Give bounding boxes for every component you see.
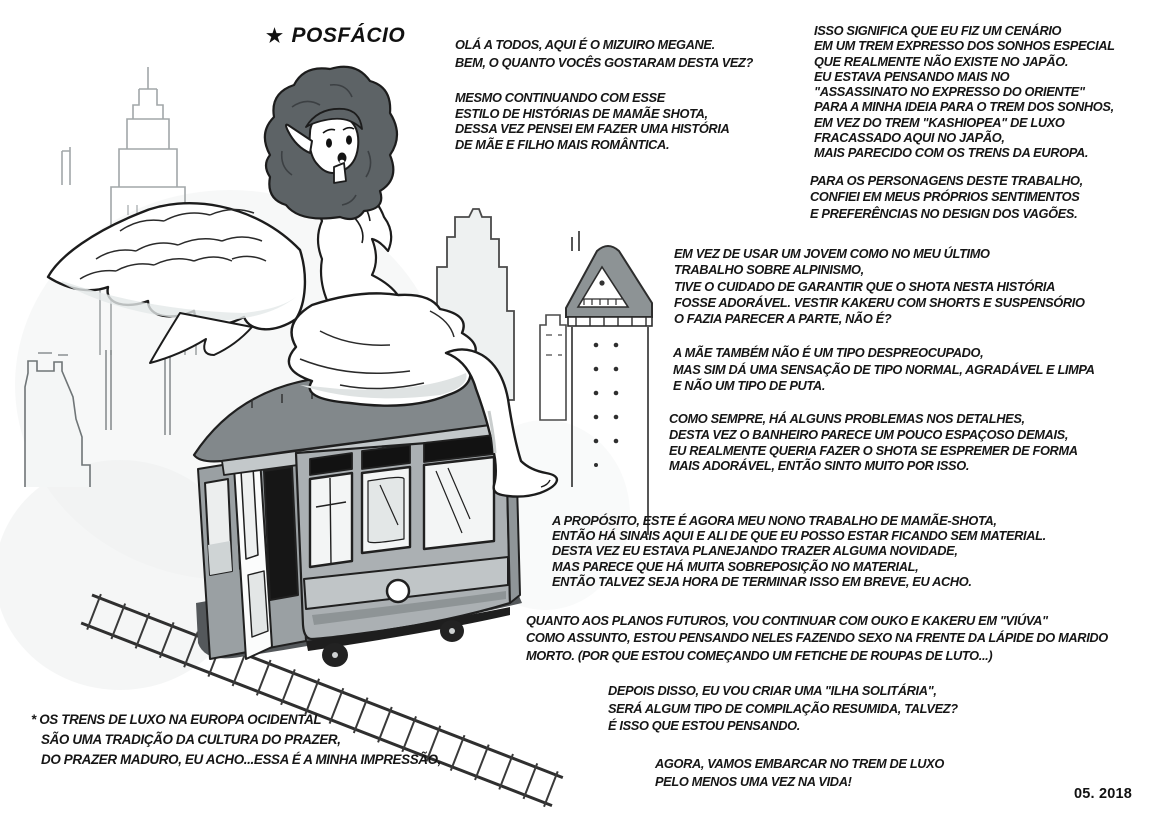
neck [334, 163, 346, 183]
vintage-tram [194, 369, 520, 667]
text-block-boarding-call [655, 755, 944, 790]
text-line: MAIS ADORÁVEL, ENTÃO SINTO MUITO POR ISSO. [669, 458, 970, 474]
text-line: AGORA, VAMOS EMBARCAR NO TREM DE LUXO [655, 756, 944, 771]
text-line: QUE REALMENTE NÃO EXISTE NO JAPÃO. [814, 53, 1069, 69]
text-line: DE MÃE E FILHO MAIS ROMÂNTICA. [455, 136, 670, 152]
text-block-footnote [31, 710, 442, 770]
text-line: EU REALMENTE QUERIA FAZER O SHOTA SE ESPREMER DE FORMA [669, 442, 1078, 458]
text-line: O FAZIA PARECER A PARTE, NÃO É? [674, 311, 892, 327]
face [310, 114, 359, 173]
text-line: DO PRAZER MADURO, EU ACHO...ESSA É A MINHA IMPRESSÃO, [41, 752, 442, 767]
text-block-wagon-design [810, 173, 1083, 222]
text-block-ninth-work [552, 513, 1046, 589]
text-line: * OS TRENS DE LUXO NA EUROPA OCIDENTAL [31, 712, 322, 727]
text-block-mother-type [673, 345, 1095, 395]
text-line: MORTO. (POR QUE ESTOU COMEÇANDO UM FETICHE DE ROUPAS DE LUTO...) [526, 647, 993, 663]
text-line: A MÃE TAMBÉM NÃO É UM TIPO DESPREOCUPADO, [673, 345, 984, 360]
text-block-story-style [455, 90, 729, 152]
text-line: DESSA VEZ PENSEI EM FAZER UMA HISTÓRIA [455, 121, 730, 137]
text-line: DESTA VEZ EU ESTAVA PLANEJANDO TRAZER ALGUMA NOVIDADE, [552, 543, 958, 559]
text-block-shota-outfit [674, 246, 1085, 327]
tram-doorway [264, 467, 298, 600]
text-block-future-plans [526, 612, 1108, 664]
text-line: DESTA VEZ O BANHEIRO PARECE UM POUCO ESPAÇOSO DEMAIS, [669, 426, 1069, 442]
text-line: PELO MENOS UMA VEZ NA VIDA! [655, 773, 852, 789]
text-line: "ASSASSINATO NO EXPRESSO DO ORIENTE" [814, 84, 1085, 100]
page-title [266, 24, 405, 48]
text-line: MESMO CONTINUANDO COM ESSE [455, 90, 665, 105]
text-line: ISSO SIGNIFICA QUE EU FIZ UM CENÁRIO [814, 23, 1062, 38]
text-line: SÃO UMA TRADIÇÃO DA CULTURA DO PRAZER, [41, 732, 341, 747]
text-line: EU ESTAVA PENSANDO MAIS NO [814, 68, 1010, 84]
text-line: A PROPÓSITO, ESTE É AGORA MEU NONO TRABALHO DE MAMÃE-SHOTA, [552, 513, 997, 528]
text-line: QUANTO AOS PLANOS FUTUROS, VOU CONTINUAR COM OUKO E KAKERU EM "VIÚVA" [526, 613, 1048, 628]
text-line: BEM, O QUANTO VOCÊS GOSTARAM DESTA VEZ? [455, 54, 753, 70]
text-line: ENTÃO HÁ SINAIS AQUI E ALI DE QUE EU POSSO ESTAR FICANDO SEM MATERIAL. [552, 528, 1046, 544]
text-line: É ISSO QUE ESTOU PENSANDO. [608, 718, 800, 734]
text-block-lonely-island [608, 682, 958, 735]
star-icon: ★ [266, 25, 284, 47]
text-line: COMO ASSUNTO, ESTOU PENSANDO NELES FAZENDO SEXO NA FRENTE DA LÁPIDE DO MARIDO [526, 630, 1108, 646]
date-stamp: 05. 2018 [1073, 786, 1132, 802]
text-line: FRACASSADO AQUI NO JAPÃO, [814, 130, 1005, 146]
text-line: TIVE O CUIDADO DE GARANTIR QUE O SHOTA NESTA HISTÓRIA [674, 278, 1056, 294]
text-line: PARA A MINHA IDEIA PARA O TREM DOS SONHOS, [814, 99, 1114, 115]
text-line: EM VEZ DO TREM "KASHIOPEA" DE LUXO [814, 114, 1065, 130]
text-block-greeting [455, 36, 753, 71]
text-line: PARA OS PERSONAGENS DESTE TRABALHO, [810, 173, 1083, 188]
text-block-dream-train-scenario [814, 23, 1115, 161]
text-line: OLÁ A TODOS, AQUI É O MIZUIRO MEGANE. [455, 37, 715, 52]
text-line: ESTILO DE HISTÓRIAS DE MAMÃE SHOTA, [455, 105, 708, 121]
tram-headlight [387, 580, 409, 602]
text-line: CONFIEI EM MEUS PRÓPRIOS SENTIMENTOS [810, 189, 1080, 205]
text-line: MAS SIM DÁ UMA SENSAÇÃO DE TIPO NORMAL, AGRADÁVEL E LIMPA [673, 361, 1095, 377]
afterword-illustration [0, 55, 665, 814]
text-line: EM UM TREM EXPRESSO DOS SONHOS ESPECIAL [814, 38, 1115, 54]
text-line: DEPOIS DISSO, EU VOU CRIAR UMA "ILHA SOLITÁRIA", [608, 683, 937, 698]
text-line: MAIS PARECIDO COM OS TRENS DA EUROPA. [814, 145, 1089, 161]
text-line: ENTÃO TALVEZ SEJA HORA DE TERMINAR ISSO EM BREVE, EU ACHO. [552, 573, 972, 589]
text-line: E NÃO UM TIPO DE PUTA. [673, 378, 826, 393]
text-line: EM VEZ DE USAR UM JOVEM COMO NO MEU ÚLTIMO [674, 246, 990, 261]
text-block-detail-problems [669, 411, 1078, 474]
text-line: MAS PARECE QUE HÁ MUITA SOBREPOSIÇÃO NO MATERIAL, [552, 558, 919, 574]
page-title-label: POSFÁCIO [291, 24, 406, 47]
text-line: SERÁ ALGUM TIPO DE COMPILAÇÃO RESUMIDA, TALVEZ? [608, 700, 958, 716]
text-line: FOSSE ADORÁVEL. VESTIR KAKERU COM SHORTS E SUSPENSÓRIO [674, 294, 1085, 310]
text-line: E PREFERÊNCIAS NO DESIGN DOS VAGÕES. [810, 205, 1078, 221]
text-line: COMO SEMPRE, HÁ ALGUNS PROBLEMAS NOS DETALHES, [669, 411, 1025, 426]
text-line: TRABALHO SOBRE ALPINISMO, [674, 262, 864, 278]
